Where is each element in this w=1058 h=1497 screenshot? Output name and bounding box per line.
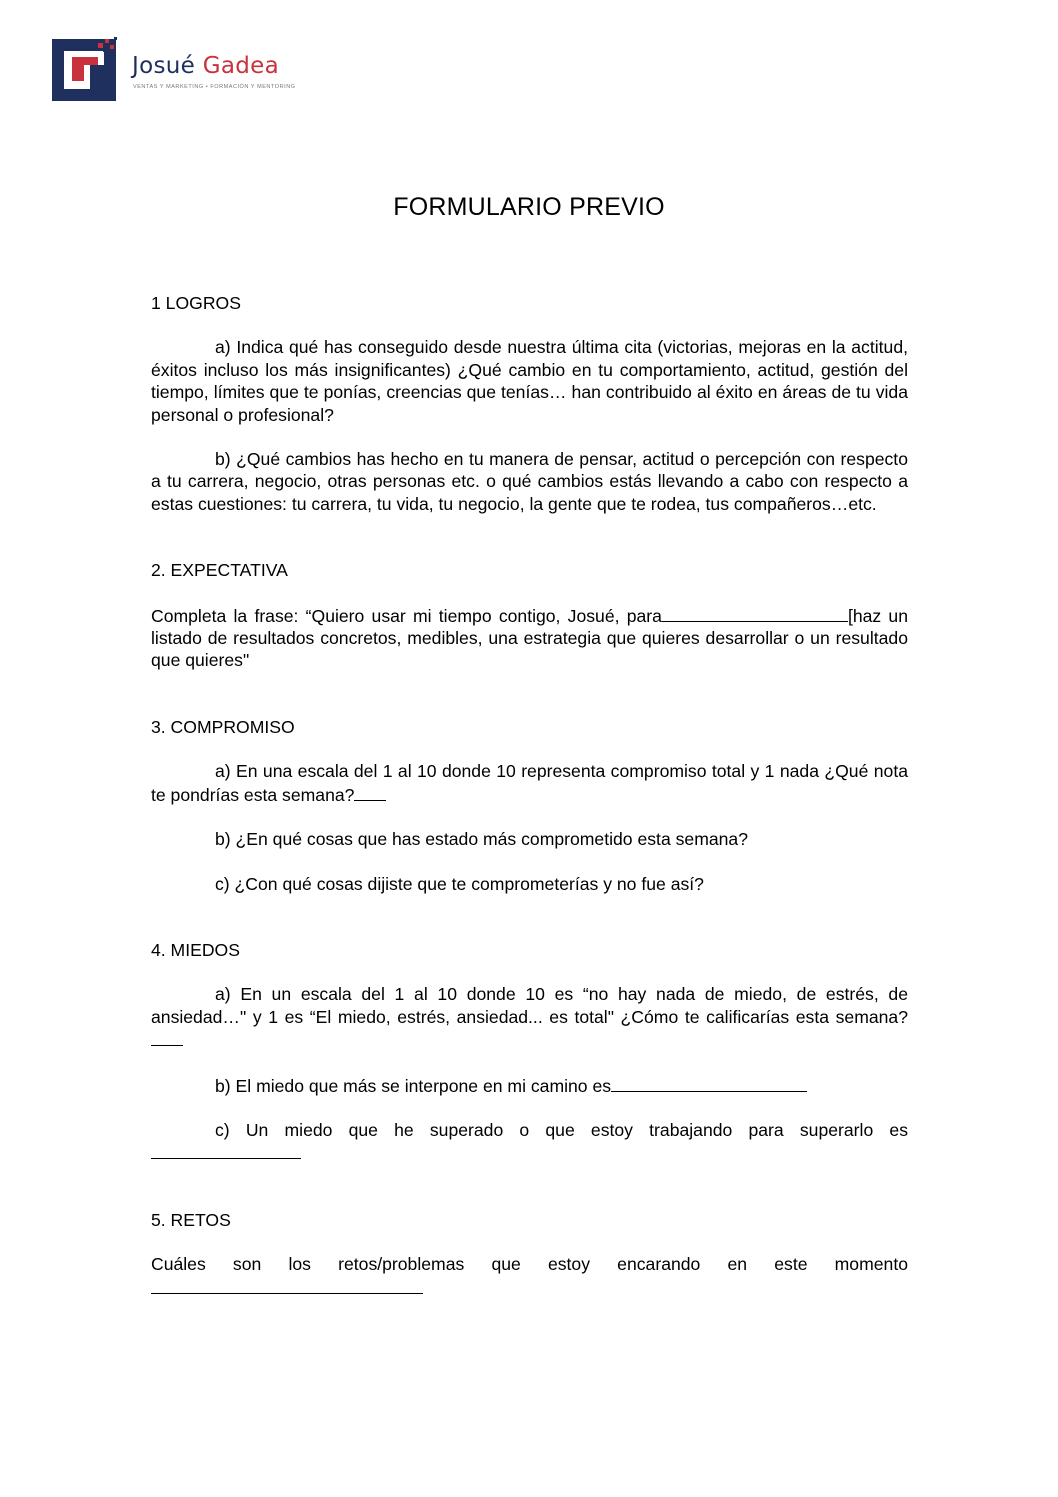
answer-blank-2[interactable] <box>662 604 848 622</box>
answer-blank-4c[interactable] <box>151 1141 301 1159</box>
logo-mark-icon <box>52 37 122 103</box>
answer-blank-5[interactable] <box>151 1276 423 1294</box>
question-3a <box>151 760 908 806</box>
section-heading: 2. EXPECTATIVA <box>151 560 288 581</box>
question-2 <box>151 604 908 672</box>
question-3a-text: a) En una escala del 1 al 10 donde 10 representa compromiso total y 1 nada ¿Qué nota te pondrías esta semana? <box>151 761 908 805</box>
question-3c: c) ¿Con qué cosas dijiste que te comprometerías y no fue así? <box>215 873 704 894</box>
question-1b: b) ¿Qué cambios has hecho en tu manera de pensar, actitud o percepción con respecto a tu carrera, negocio, otras personas etc. o qué cambios estás llevando a cabo con respecto a estas cuestiones: tu carrera, tu vida, tu negocio, la gente que te rodea, tus compañeros…etc. <box>151 449 908 514</box>
section-expectativa <box>151 559 908 672</box>
question-2-text-before: Completa la frase: “Quiero usar mi tiempo contigo, Josué, para <box>151 605 662 626</box>
section-miedos <box>151 939 908 1165</box>
question-4c-text: c) Un miedo que he superado o que estoy trabajando para superarlo es <box>215 1119 908 1140</box>
question-5 <box>151 1253 908 1299</box>
brand-last-name: Gadea <box>202 53 279 79</box>
question-4b-text: b) El miedo que más se interpone en mi camino es <box>215 1075 612 1096</box>
answer-blank-3a[interactable] <box>354 783 386 801</box>
section-compromiso <box>151 716 908 895</box>
section-logros <box>151 292 908 515</box>
question-3b: b) ¿En qué cosas que has estado más comprometido esta semana? <box>215 829 748 850</box>
question-2-text-after: [haz un listado de resultados concretos, medibles, una estrategia que quieres desarrollar o un resultado que quieres" <box>151 605 909 671</box>
section-heading: 5. RETOS <box>151 1209 231 1230</box>
question-4b <box>151 1074 908 1097</box>
question-4a <box>151 983 908 1051</box>
brand-first-name: Josué <box>132 53 196 79</box>
question-4a-text: a) En un escala del 1 al 10 donde 10 es “no hay nada de miedo, de estrés, de ansiedad…" y 1 es “El miedo, estrés, ansiedad... es total" ¿Cómo te calificarías esta semana? <box>151 984 908 1027</box>
document-title: FORMULARIO PREVIO <box>393 193 665 221</box>
question-5-text: Cuáles son los retos/problemas que estoy encarando en este momento <box>151 1254 908 1275</box>
brand-logo <box>52 37 312 103</box>
answer-blank-4b[interactable] <box>611 1074 807 1092</box>
brand-name <box>132 53 279 79</box>
section-retos <box>151 1209 908 1299</box>
question-4c <box>151 1119 908 1165</box>
section-heading: 4. MIEDOS <box>151 939 240 960</box>
section-heading: 3. COMPROMISO <box>151 716 295 737</box>
section-heading: 1 LOGROS <box>151 293 241 313</box>
brand-tagline: VENTAS Y MARKETING • FORMACIÓN Y MENTORING <box>133 84 296 90</box>
answer-blank-4a[interactable] <box>151 1028 183 1046</box>
form-content <box>151 292 908 1343</box>
question-1a: a) Indica qué has conseguido desde nuestra última cita (victorias, mejoras en la actitud, éxitos incluso los más insignificantes) ¿Qué cambio en tu comportamiento, actitud, gestión del tiempo, límites que te ponías, creencias que tenías… han contribuido al éxito en áreas de tu vida personal o profesional? <box>151 337 908 425</box>
